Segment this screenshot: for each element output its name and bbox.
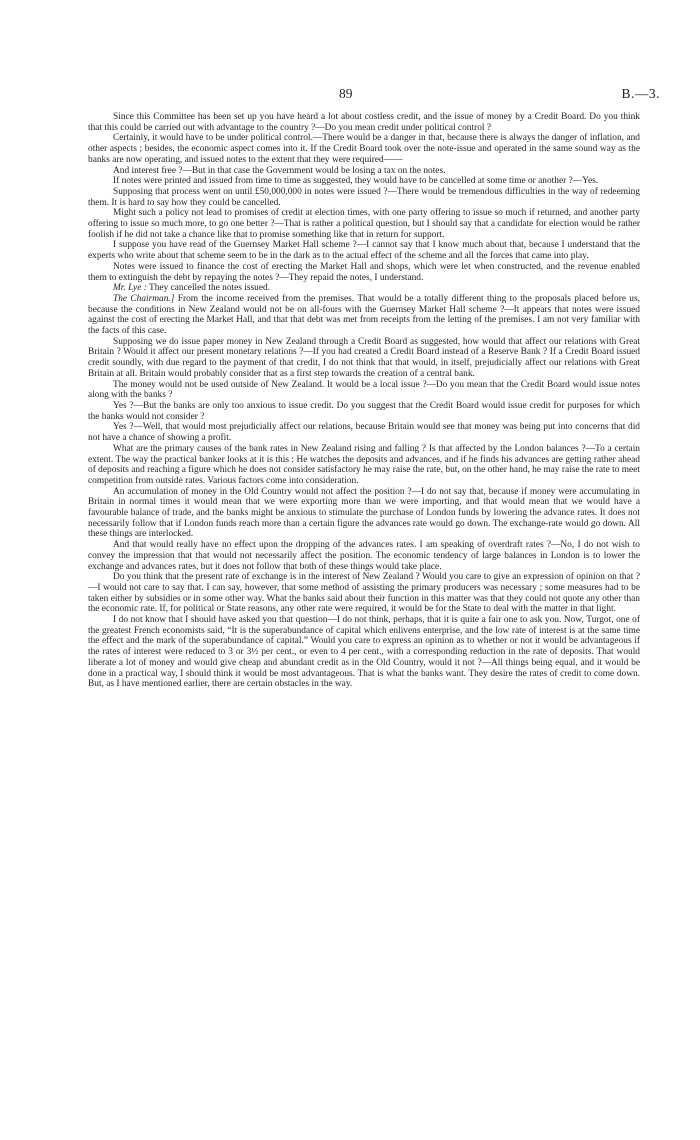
- paragraph: If notes were printed and issued from time to time as suggested, they would have to be cancelled at some time or another ?—Yes.: [113, 176, 599, 187]
- paragraph: Do you think that the present rate of exchange is in the interest of New Zealand ? Would you care to give an expression of opinion on that ?—I would not care to say that. I can say, however, that some method of assisting the primary producers was necessary ; some measures had to be taken either by subsidies or in some other way. What the banks said about their function in this matter was that they could not quote any other than the economic rate. If, for political or State reasons, any other rate were required, it would be for the State to deal with the matter in that light.: [88, 572, 640, 615]
- paragraph: Supposing we do issue paper money in New Zealand through a Credit Board as suggested, how would that affect our relations with Great Britain ? Would it affect our present monetary relations ?—If you had created a Credit Board instead of a Reserve Bank ? If a Credit Board issued credit soundly, with due regard to the payment of that credit, I do not think that that would, in itself, prejudicially affect our relations with Great Britain at all. Britain would probably consider that as a first step towards the creation of a central bank.: [88, 336, 640, 379]
- paragraph: I do not know that I should have asked you that question—I do not think, perhaps, that it is quite a fair one to ask you. Now, Turgot, one of the greatest French economists said, “It is the superabundance of capital which enlivens enterprise, and the low rate of interest is at the same time the effect and the mark of the superabundance of capital.” Would you care to express an opinion as to whether or not it would be advantageous if the rates of interest were reduced to 3 or 3½ per cent., or even to 4 per cent., with a corresponding reduction in the rate of deposits. That would liberate a lot of money and would give cheap and abundant credit as in the Old Country, would it not ?—All things being equal, and it would be done in a practical way, I should think it would be most advantageous. That is what the banks want. They desire the rates of credit to come down. But, as I have mentioned earlier, there are certain obstacles in the way.: [88, 615, 640, 690]
- paragraph: The money would not be used outside of New Zealand. It would be a local issue ?—Do you mean that the Credit Board would issue notes along with the banks ?: [88, 379, 640, 401]
- paragraph: Notes were issued to finance the cost of erecting the Market Hall and shops, which were let when constructed, and the revenue enabled them to extinguish the debt by repaying the notes ?—They repaid the notes, I understand.: [88, 261, 640, 283]
- paragraph: Yes ?—Well, that would most prejudicially affect our relations, because Britain would see that money was being put into concerns that did not have a chance of showing a profit.: [88, 422, 640, 444]
- paragraph: What are the primary causes of the bank rates in New Zealand rising and falling ? Is that affected by the London balances ?—To a certain extent. The way the practical banker looks at it is this : He watches the deposits and advances, and if he finds his advances are getting rather ahead of deposits and reaching a figure which he does not consider satisfactory he may raise the rate, but, on the other hand, he may raise the rate to meet competition from outside rates. Various factors come into consideration.: [88, 443, 640, 486]
- speaker-label: Mr. Lye :: [113, 283, 147, 294]
- paragraph: The Chairman.] From the income received from the premises. That would be a totally different thing to the proposals placed before us, because the conditions in New Zealand would not be on all-fours with the Guernsey Market Hall scheme ?—It appears that notes were issued against the cost of erecting the Market Hall, and that that debt was met from receipts from the letting of the premises. I am not very familiar with the facts of this case.: [88, 293, 640, 337]
- paragraph: Mr. Lye : They cancelled the notes issued.: [113, 283, 271, 294]
- speaker-label: The Chairman.]: [113, 293, 175, 304]
- paragraph: Supposing that process went on until £50,000,000 in notes were issued ?—There would be tremendous difficulties in the way of redeeming them. It is hard to say how they could be cancelled.: [88, 186, 640, 208]
- body-text: [88, 112, 640, 690]
- paragraph: And that would really have no effect upon the dropping of the advances rates. I am speaking of overdraft rates ?—No, I do not wish to convey the impression that that would not necessarily affect the position. The economic tendency of large balances in London is to lower the exchange and advances rates, but it does not follow that both of these things would take place.: [88, 540, 640, 572]
- paragraph: Yes ?—But the banks are only too anxious to issue credit. Do you suggest that the Credit Board would issue credit for purposes for which the banks would not consider ?: [88, 400, 640, 422]
- paragraph: An accumulation of money in the Old Country would not affect the position ?—I do not say that, because if money were accumulating in Britain in normal times it would mean that we were exporting more than we were importing, and that would mean that we would have a favourable balance of trade, and the banks might be anxious to stimulate the purchase of London funds by lowering the advance rates. It does not necessarily follow that if London funds reach more than a certain figure the advances rate would go down. The exchange-rate would go down. All these things are interlocked.: [88, 486, 640, 540]
- paragraph: Might such a policy not lead to promises of credit at election times, with one party offering to issue so much if returned, and another party offering to issue so much more, to go one better ?—That is rather a political question, but I should say that a candidate for election would be rather foolish if he did not take a chance like that to promise something like that in return for support.: [88, 208, 640, 240]
- document-reference: B.—3.: [621, 86, 660, 101]
- paragraph: And interest free ?—But in that case the Government would be losing a tax on the notes.: [113, 165, 446, 176]
- paragraph: Since this Committee has been set up you have heard a lot about costless credit, and the issue of money by a Credit Board. Do you think that this could be carried out with advantage to the country ?—Do you mean credit under political control ?: [88, 112, 640, 133]
- paragraph: I suppose you have read of the Guernsey Market Hall scheme ?—I cannot say that I know much about that, because I understand that the experts who write about that scheme seem to be in the dark as to the actual effect of the scheme and all the forces that came into play.: [88, 240, 640, 262]
- page-number: 89: [339, 86, 353, 101]
- paragraph: Certainly, it would have to be under political control.—There would be a danger in that, because there is always the danger of inflation, and other aspects ; besides, the economic aspect comes into it. If the Credit Board took over the note-issue and operated in the same sound way as the banks are now operating, and issued notes to the extent that they were required——: [88, 133, 640, 165]
